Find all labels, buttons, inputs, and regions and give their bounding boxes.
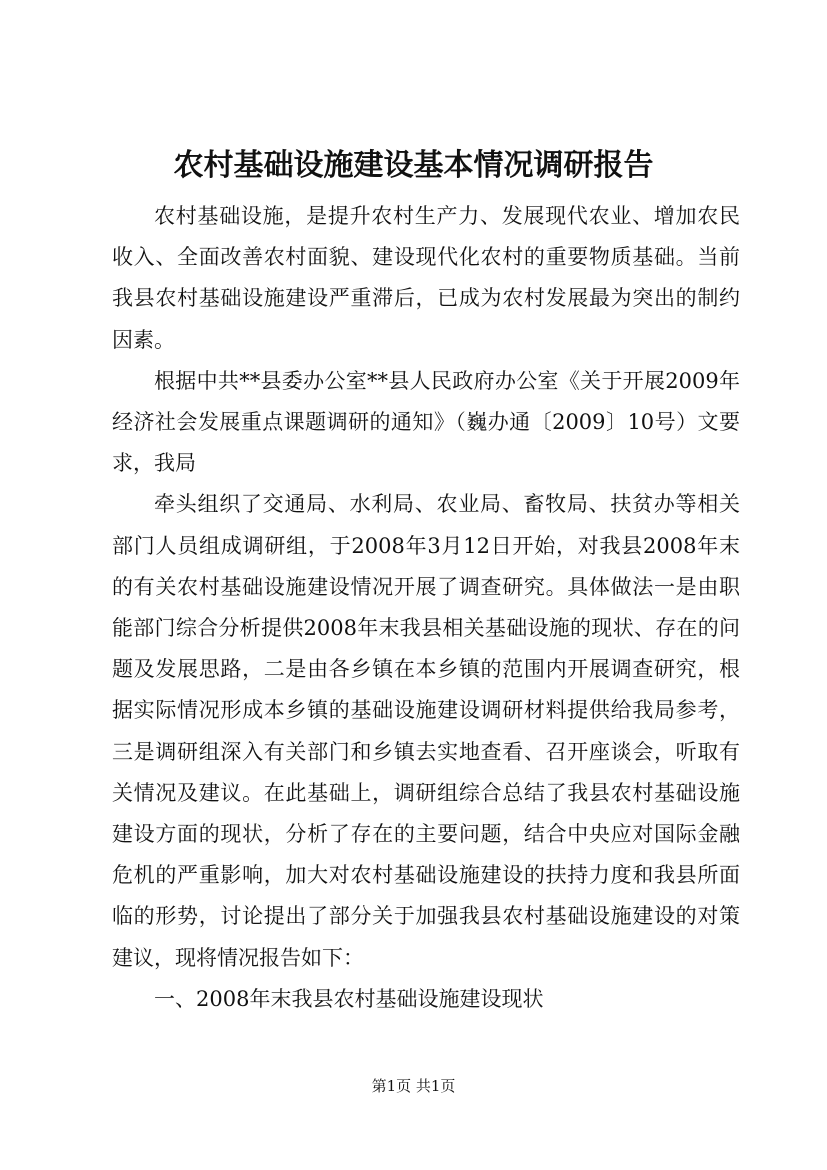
- paragraph-basis: 根据中共**县委办公室**县人民政府办公室《关于开展2009年经济社会发展重点课题调研的通知》（巍办通〔2009〕10号）文要求，我局: [112, 368, 740, 476]
- paragraph-method: 牵头组织了交通局、水利局、农业局、畜牧局、扶贫办等相关部门人员组成调研组，于2008年3月12日开始，对我县2008年末的有关农村基础设施建设情况开展了调查研究。具体做法一是由职能部门综合分析提供2008年末我县相关基础设施的现状、存在的问题及发展思路，二是由各乡镇在本乡镇的范围内开展调查研究，根据实际情况形成本乡镇的基础设施建设调研材料提供给我局参考，三是调研组深入有关部门和乡镇去实地查看、召开座谈会，听取有关情况及建议。在此基础上，调研组综合总结了我县农村基础设施建设方面的现状，分析了存在的主要问题，结合中央应对国际金融危机的严重影响，加大对农村基础设施建设的扶持力度和我县所面临的形势，讨论提出了部分关于加强我县农村基础设施建设的对策建议，现将情况报告如下：: [112, 492, 740, 970]
- section-heading-1: 一、2008年末我县农村基础设施建设现状: [154, 986, 544, 1011]
- document-title: 农村基础设施建设基本情况调研报告: [173, 148, 654, 183]
- document-body: [112, 196, 740, 1020]
- paragraph-intro: 农村基础设施，是提升农村生产力、发展现代农业、增加农民收入、全面改善农村面貌、建设现代化农村的重要物质基础。当前我县农村基础设施建设严重滞后，已成为农村发展最为突出的制约因素。: [112, 204, 740, 352]
- page-footer: 第1页 共1页: [371, 1077, 456, 1095]
